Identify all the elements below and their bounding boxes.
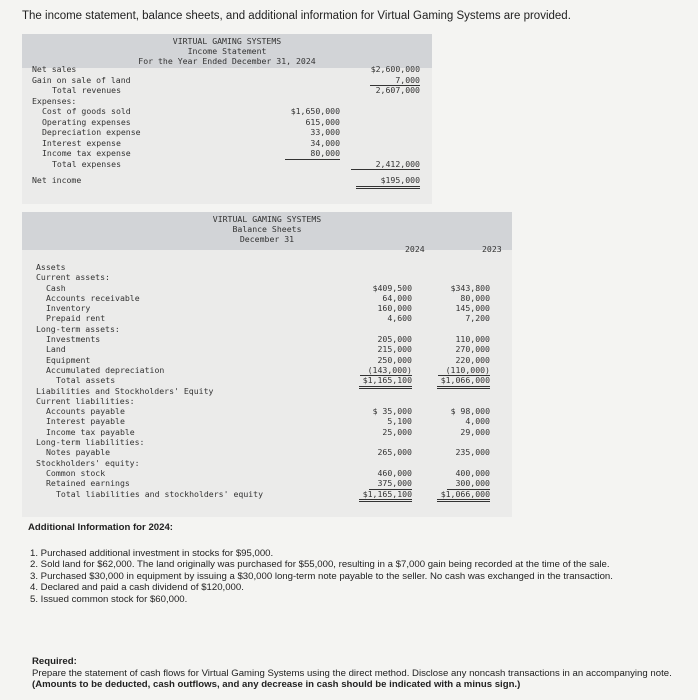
balance-row	[22, 355, 512, 365]
amount-2024: 375,000	[369, 478, 412, 490]
row-label: Cost of goods sold	[42, 106, 131, 116]
amount-2023: (110,000)	[438, 365, 490, 377]
row-label: Accumulated depreciation	[46, 364, 165, 375]
row-label: Cash	[46, 282, 66, 293]
amount-2023: 270,000	[455, 344, 490, 355]
row-label: Common stock	[46, 467, 106, 478]
statement-title: Balance Sheets	[232, 224, 302, 234]
balance-row	[22, 313, 512, 323]
row-label: Total liabilities and stockholders' equity	[56, 488, 264, 499]
statement-period: December 31	[239, 234, 295, 244]
row-label: Inventory	[46, 303, 91, 314]
additional-item: 1. Purchased additional investment in stocks for $95,000.	[30, 547, 274, 559]
company-name: VIRTUAL GAMING SYSTEMS	[212, 214, 322, 224]
year-2024: 2024	[405, 244, 425, 254]
amount-2023: 4,000	[465, 416, 490, 427]
balance-row	[22, 324, 512, 334]
income-row	[22, 75, 432, 86]
row-label: Income tax expense	[42, 148, 131, 158]
row-label: Current assets:	[36, 272, 110, 283]
balance-row	[22, 386, 512, 396]
additional-item: 4. Declared and paid a cash dividend of $120,000.	[30, 582, 244, 593]
row-label: Total expenses	[52, 158, 122, 169]
balance-row	[22, 344, 512, 354]
amount-2024: 265,000	[377, 447, 412, 458]
row-label: Notes payable	[46, 447, 111, 458]
balance-row	[22, 468, 512, 478]
balance-row	[22, 283, 512, 293]
balance-row	[22, 272, 512, 282]
row-label: Total revenues	[52, 85, 122, 95]
expense-amount: 33,000	[310, 127, 340, 137]
additional-item: 2. Sold land for $62,000. The land originally was purchased for $55,000, resulting in a $7,000 gain being recorded at the time of the sale.	[30, 559, 610, 570]
amount-2024: 5,100	[387, 416, 412, 427]
amount-2024: 460,000	[377, 467, 412, 478]
row-label: Equipment	[46, 354, 91, 365]
row-label: Interest payable	[46, 416, 125, 427]
income-row	[22, 85, 432, 96]
balance-sheet	[22, 212, 512, 517]
additional-item: 3. Purchased $30,000 in equipment by issuing a $30,000 long-term note payable to the seller. No cash was exchanged in the transaction.	[30, 570, 613, 582]
amount-2023: $1,066,000	[437, 375, 490, 389]
income-row	[22, 148, 432, 159]
expense-amount: 615,000	[305, 116, 340, 127]
amount-2024: 205,000	[377, 334, 412, 345]
additional-item: 5. Issued common stock for $60,000.	[30, 593, 188, 605]
additional-title: Additional Information for 2024:	[28, 522, 173, 533]
amount-2024: $ 35,000	[372, 406, 412, 417]
row-label: Retained earnings	[46, 478, 130, 489]
required-text: Prepare the statement of cash flows for Virtual Gaming Systems using the direct method. Disclose any noncash transactions in an accompanying note.	[32, 667, 672, 679]
balance-row	[22, 437, 512, 447]
amount-2024: 4,600	[387, 313, 412, 324]
balance-row	[22, 458, 512, 468]
required-note: (Amounts to be deducted, cash outflows, and any decrease in cash should be indicated with a minus sign.)	[32, 679, 521, 690]
amount-2024: $1,165,100	[359, 375, 412, 389]
amount-2023: 80,000	[460, 292, 490, 303]
amount-2023: $343,800	[450, 282, 490, 293]
amount-2024: 250,000	[377, 354, 412, 365]
amount-2023: 400,000	[455, 467, 490, 478]
income-row	[22, 127, 432, 138]
row-label: Depreciation expense	[42, 127, 141, 137]
row-label: Net income	[32, 175, 82, 185]
amount-2024: (143,000)	[360, 365, 412, 377]
income-row	[22, 64, 432, 75]
amount-2023: 29,000	[460, 426, 490, 437]
expense-amount: $1,650,000	[290, 106, 340, 116]
additional-info	[30, 522, 680, 605]
row-label: Income tax payable	[46, 426, 135, 437]
income-header	[22, 34, 432, 68]
row-label: Long-term assets:	[36, 323, 120, 334]
statement-title: Income Statement	[187, 46, 267, 56]
statement-period: For the Year Ended December 31, 2024	[138, 56, 316, 66]
amount-2024: 215,000	[377, 344, 412, 355]
amount-2023: 7,200	[465, 313, 490, 324]
row-label: Total assets	[56, 375, 116, 386]
amount-2023: 235,000	[455, 447, 490, 458]
row-label: Current liabilities:	[36, 395, 135, 406]
total-amount: $2,600,000	[370, 64, 420, 74]
amount-2023: 145,000	[455, 303, 490, 314]
row-label: Operating expenses	[42, 116, 131, 127]
amount-2023: $1,066,000	[437, 489, 490, 503]
amount-2023: 110,000	[455, 334, 490, 345]
amount-2023: 220,000	[455, 354, 490, 365]
row-label: Long-term liabilities:	[36, 437, 145, 448]
income-row	[22, 117, 432, 128]
balance-row	[22, 334, 512, 344]
expense-amount: 80,000	[285, 148, 340, 160]
amount-2024: 25,000	[382, 426, 412, 437]
row-label: Net sales	[32, 64, 77, 74]
total-amount: $195,000	[356, 175, 420, 189]
income-row	[22, 96, 432, 107]
balance-row	[22, 447, 512, 457]
amount-2023: 300,000	[447, 478, 490, 490]
total-amount: 7,000	[370, 75, 420, 87]
amount-2023: $ 98,000	[450, 406, 490, 417]
total-amount: 2,412,000	[351, 159, 420, 171]
balance-row	[22, 375, 512, 385]
required-section	[32, 656, 682, 691]
company-name: VIRTUAL GAMING SYSTEMS	[172, 36, 282, 46]
row-label: Stockholders' equity:	[36, 457, 140, 468]
balance-row	[22, 489, 512, 499]
balance-header	[22, 212, 512, 250]
income-row	[22, 138, 432, 149]
row-label: Liabilities and Stockholders' Equity	[36, 385, 214, 396]
intro-text: The income statement, balance sheets, and additional information for Virtual Gaming Systems are provided.	[22, 10, 571, 22]
balance-row	[22, 396, 512, 406]
row-label: Prepaid rent	[46, 313, 106, 324]
amount-2024: $1,165,100	[359, 489, 412, 503]
income-row	[22, 106, 432, 117]
amount-2024: 64,000	[382, 292, 412, 303]
balance-row	[22, 478, 512, 488]
total-amount: 2,607,000	[375, 85, 420, 95]
balance-row	[22, 365, 512, 375]
income-row	[22, 175, 432, 186]
row-label: Expenses:	[32, 95, 77, 106]
row-label: Accounts payable	[46, 406, 125, 417]
required-title: Required:	[32, 656, 77, 667]
row-label: Accounts receivable	[46, 292, 140, 303]
balance-row	[22, 303, 512, 313]
income-statement	[22, 34, 432, 204]
amount-2024: $409,500	[372, 282, 412, 293]
income-row	[22, 159, 432, 170]
year-2023: 2023	[482, 244, 502, 254]
balance-row	[22, 416, 512, 426]
balance-row	[22, 406, 512, 416]
balance-row	[22, 262, 512, 272]
row-label: Land	[46, 344, 66, 355]
row-label: Assets	[36, 262, 66, 272]
balance-row	[22, 427, 512, 437]
row-label: Interest expense	[42, 137, 121, 148]
balance-row	[22, 293, 512, 303]
expense-amount: 34,000	[310, 137, 340, 148]
row-label: Gain on sale of land	[32, 74, 131, 85]
row-label: Investments	[46, 334, 101, 345]
amount-2024: 160,000	[377, 303, 412, 314]
